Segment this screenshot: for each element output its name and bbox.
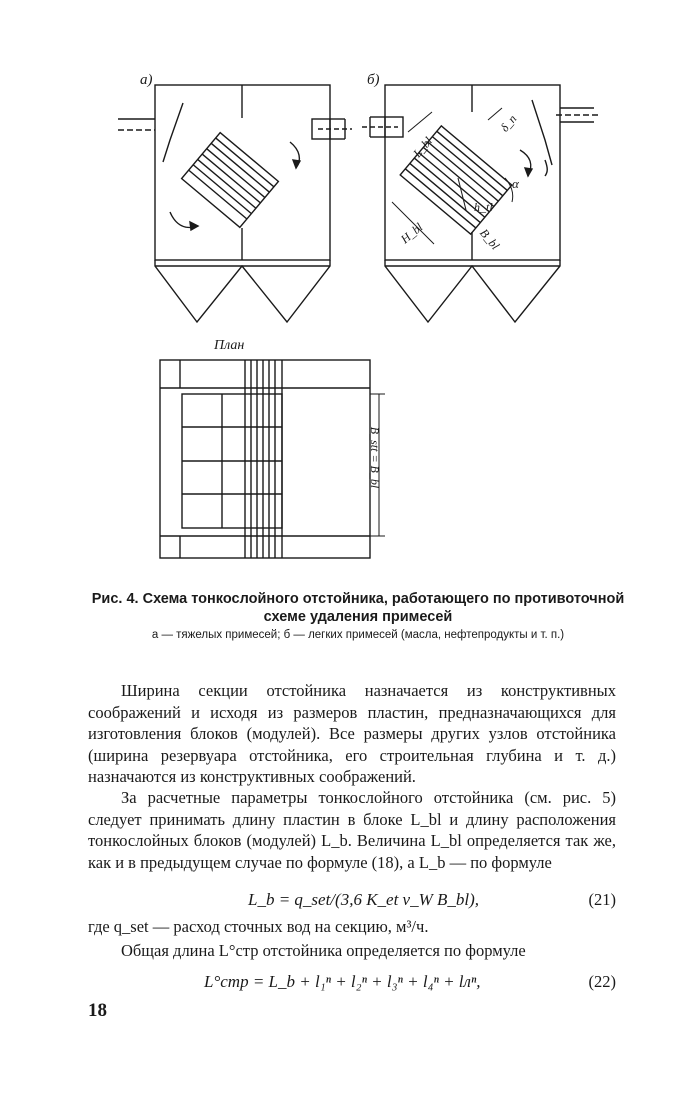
para3-text: где q_set — расход сточных вод на секцию, м³/ч.: [88, 917, 429, 936]
eq-num-21: (21): [588, 890, 616, 909]
label-plan-dim: B_stt = B_bl: [368, 426, 383, 489]
paragraph-3: [88, 916, 616, 938]
formula-22: L°стр = L_b + l₁ⁿ + l₂ⁿ + l₃ⁿ + l₄ⁿ + lлⁿ,: [204, 972, 481, 991]
caption-subtitle: а — тяжелых примесей; б — легких примесей (масла, нефтепродукты и т. п.): [151, 629, 565, 641]
label-H-bl: H_bl: [397, 220, 426, 247]
para1-text: Ширина секции отстойника назначается из конструктивных соображений и исходя из размеров пластин, предназначающихся для изготовления блоков (модулей). Все размеры других узлов отстойника (ширина резервуара отстойника, его строительная глубина и т. д.) назначаются из конструктивных соображений.: [88, 681, 616, 787]
label-delta: δ_n: [497, 111, 520, 135]
label-B-bl: B_bl: [477, 225, 503, 253]
paragraph-1: [88, 680, 616, 788]
para2-text: За расчетные параметры тонкослойного отстойника (см. рис. 5) следует принимать длину пластин в блоке L_bl и длину расположения тонкослойных блоков (модулей) L_b. Величина L_bl определяется так же, как и в предыдущем случае по формуле (18), а L_b — по формуле: [88, 788, 616, 872]
diagram-a: [118, 85, 352, 322]
formula-21: L_b = q_set/(3,6 K_et v_W B_bl),: [248, 890, 480, 909]
label-plan: План: [214, 338, 245, 353]
plan-view: [160, 360, 385, 558]
label-alpha: α: [512, 176, 519, 191]
para4-text: Общая длина L°стр отстойника определяется по формуле: [121, 941, 526, 960]
paragraph-2: [88, 787, 616, 873]
paragraph-4: [88, 940, 616, 962]
label-a: а): [140, 72, 153, 88]
label-h-tl: h_tl: [474, 200, 493, 214]
caption-title: Рис. 4. Схема тонкослойного отстойника, работающего по противоточной схеме удаления примесей: [91, 591, 625, 625]
label-L-bl: L_bl: [410, 134, 436, 161]
label-b: б): [367, 72, 380, 88]
figure-caption: [88, 590, 628, 642]
eq-num-22: (22): [588, 972, 616, 991]
page-number: 18: [88, 1000, 107, 1021]
